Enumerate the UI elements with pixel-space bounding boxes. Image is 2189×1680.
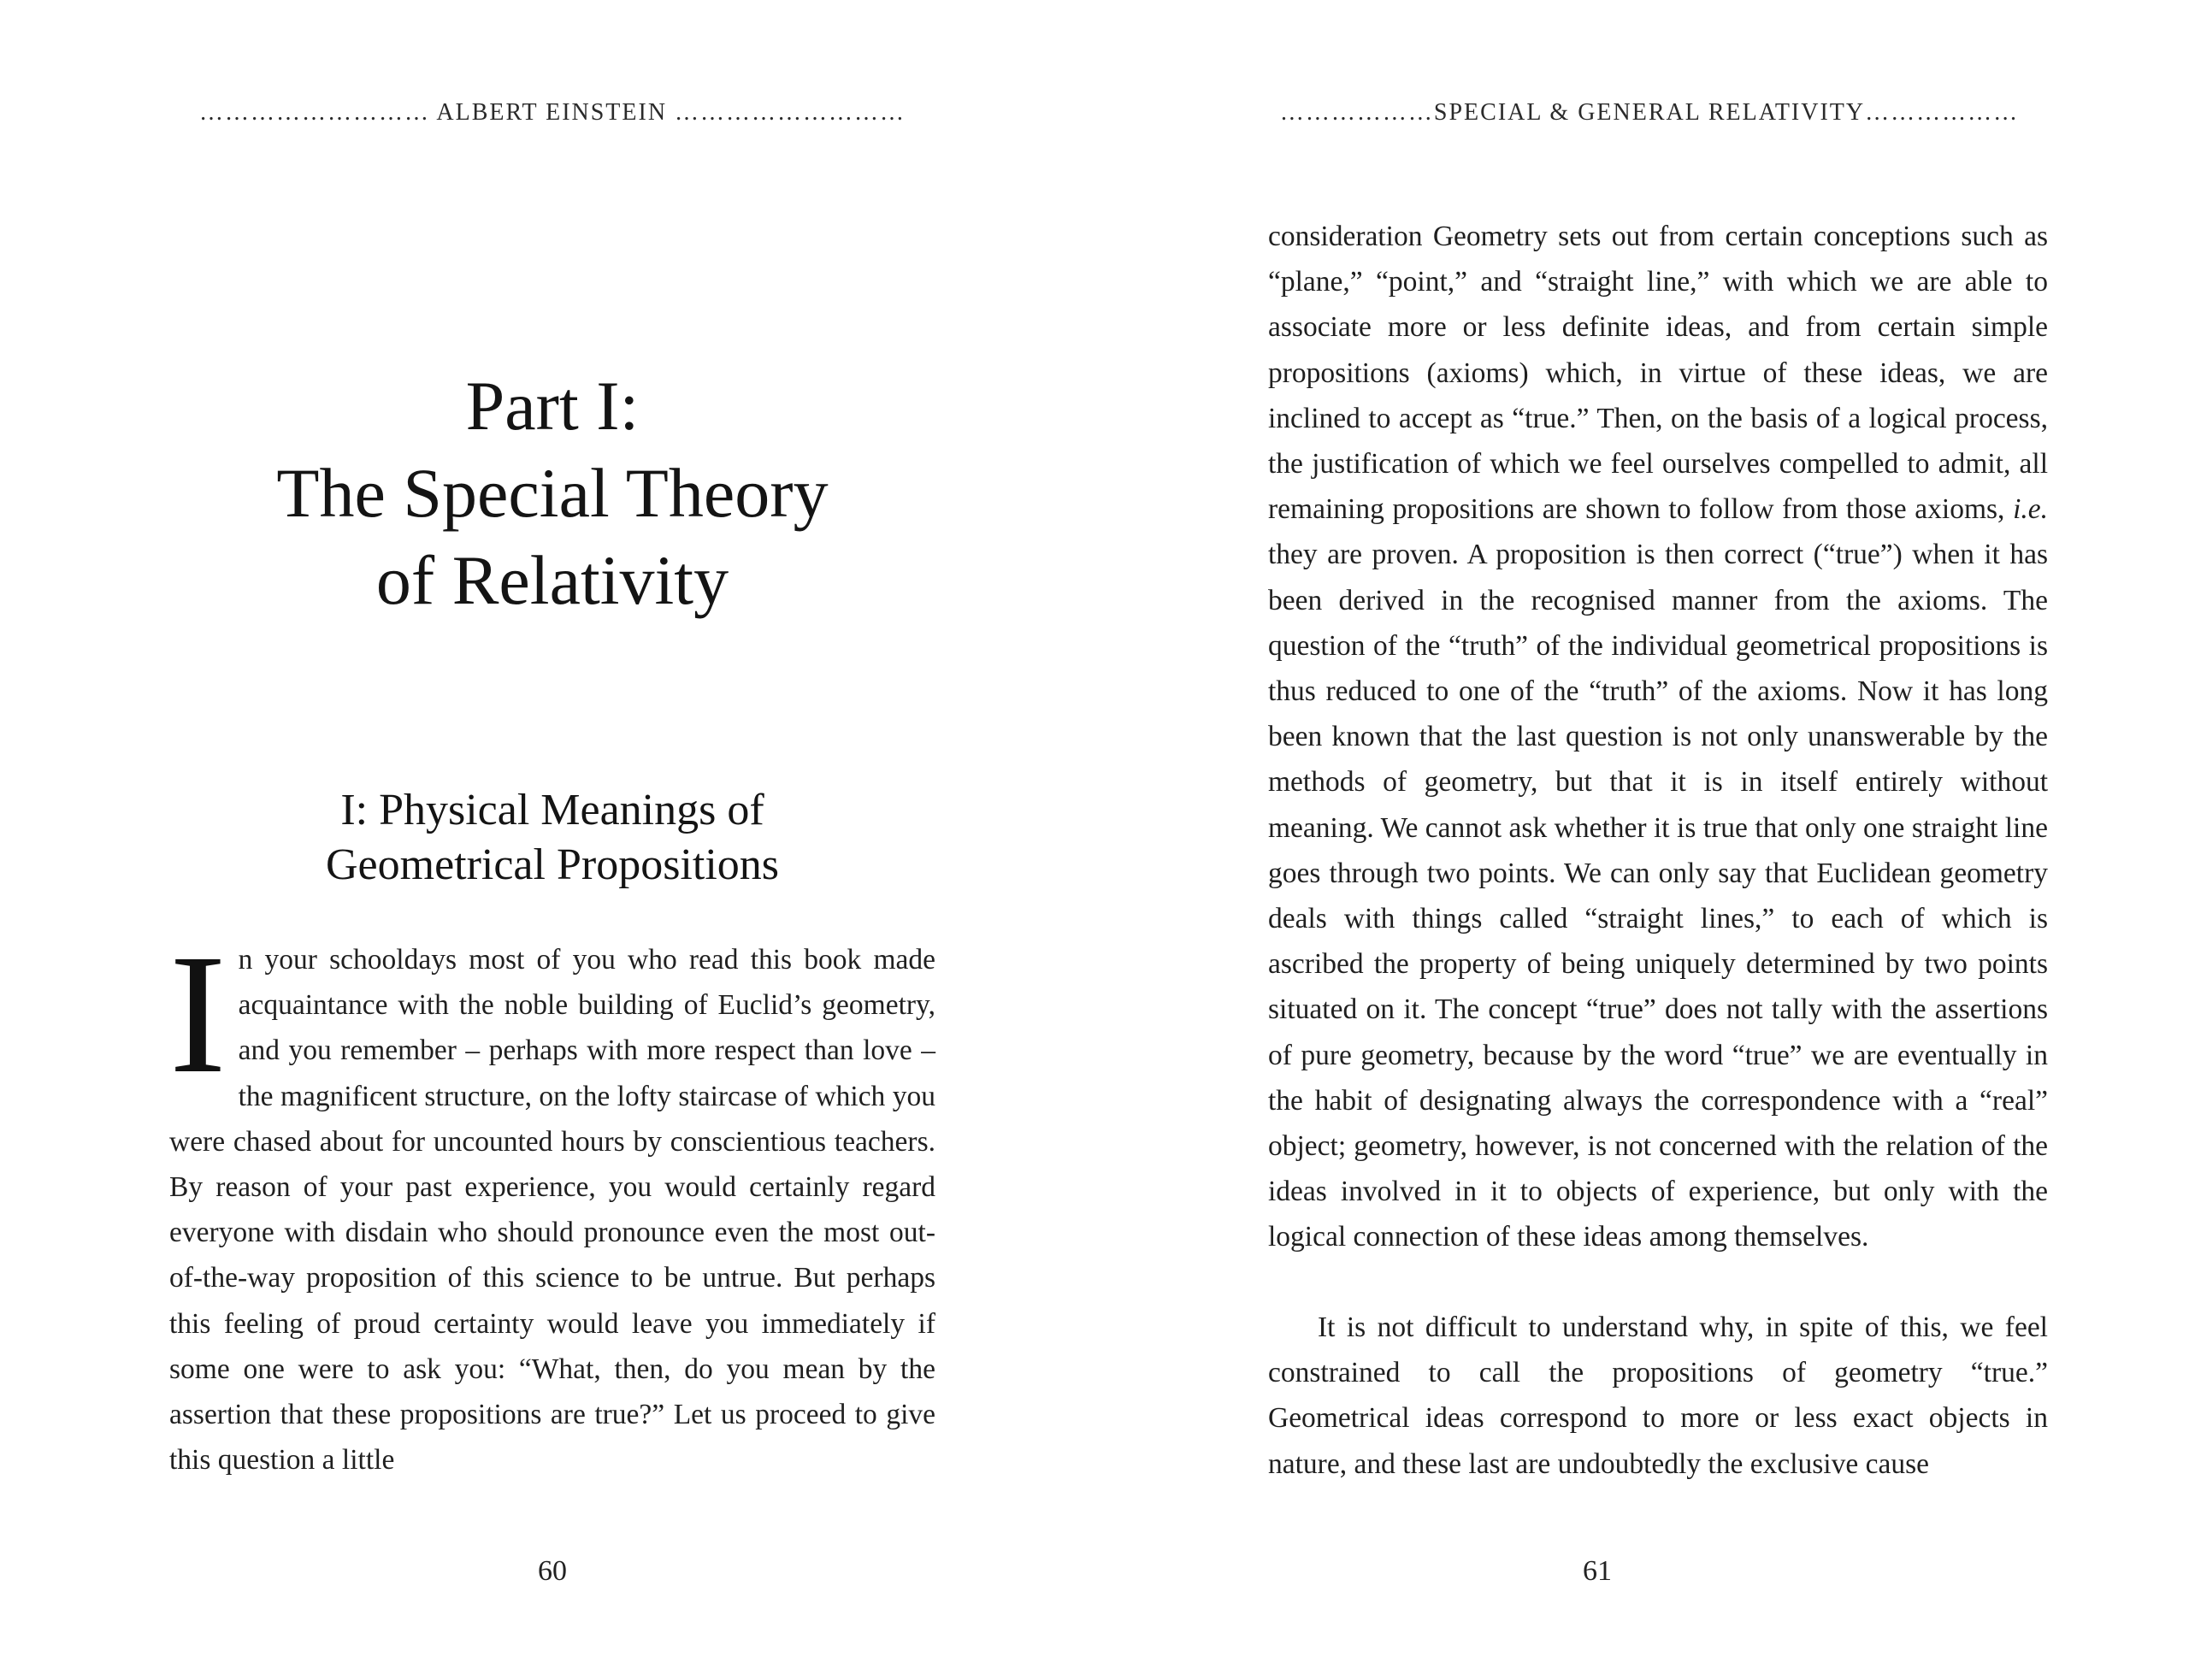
left-paragraph-text: n your schooldays most of you who read this book made acquaintance with the noble building of Euclid’s geometry, and you remember – perhaps with more respect than love – the magnificent structure, on the lofty staircase of which you were chased about for uncounted hours by conscientious teachers. By reason of your past experience, you would certainly regard everyone with disdain who should pronounce even the most out-of-the-way proposition of this science to be untrue. But perhaps this feeling of proud certainty would leave you immediately if some one were to ask you: “What, then, do you mean by the assertion that these propositions are true?” Let us proceed to give this question a little: [169, 944, 935, 1477]
part-title: [169, 363, 935, 624]
chapter-title: [169, 783, 935, 893]
left-body-paragraph: [169, 920, 935, 1483]
right-page-number: 61: [1583, 1555, 1612, 1587]
right-running-head: ………………SPECIAL & GENERAL RELATIVITY………………: [1279, 99, 2020, 126]
chapter-title-line-2: Geometrical Propositions: [325, 840, 780, 889]
left-page-number: 60: [538, 1555, 567, 1587]
left-running-head: ……………………… ALBERT EINSTEIN ………………………: [198, 99, 906, 126]
left-page: [0, 0, 1094, 1680]
part-title-line-2: The Special Theory: [276, 454, 829, 532]
right-paragraph-1-part-2: they are proven. A proposition is then correct (“true”) when it has been derived in the recognised manner from the axioms. The question of the “truth” of the individual geometrical propositions is thus reduced to one of the “truth” of the axioms. Now it has long been known that the last question is not only unanswerable by the methods of geometry, but that it is in itself entirely without meaning. We cannot ask whether it is true that only one straight line goes through two points. We can only say that Euclidean geometry deals with things called “straight lines,” to each of which is ascribed the property of being uniquely determined by two points situated on it. The concept “true” does not tally with the assertions of pure geometry, because by the word “true” we are eventually in the habit of designating always the correspondence with a “real” object; geometry, however, is not concerned with the relation of the ideas involved in it to objects of experience, but only with the logical connection of these ideas among themselves.: [1268, 539, 2048, 1253]
chapter-title-line-1: I: Physical Meanings of: [340, 786, 764, 834]
right-paragraph-2-text: It is not difficult to understand why, in spite of this, we feel constrained to call the propositions of geometry “true.” Geometrical ideas correspond to more or less exact objects in nature, and these last are undoubtedly the exclusive cause: [1268, 1312, 2048, 1480]
right-paragraph-1-italic: i.e.: [2013, 493, 2048, 526]
right-body-paragraph-2: [1268, 1305, 2048, 1487]
right-body-paragraph-1: [1268, 214, 2048, 1260]
right-paragraph-1-part-1: consideration Geometry sets out from certain conceptions such as “plane,” “point,” and “straight line,” with which we are able to associate more or less definite ideas, and from certain simple propositions (axioms) which, in virtue of these ideas, we are inclined to accept as “true.” Then, on the basis of a logical process, the justification of which we feel ourselves compelled to admit, all remaining propositions are shown to follow from those axioms,: [1268, 221, 2048, 526]
part-title-line-3: of Relativity: [375, 541, 729, 619]
drop-cap: I: [169, 920, 227, 1109]
part-title-line-1: Part I:: [465, 367, 640, 445]
